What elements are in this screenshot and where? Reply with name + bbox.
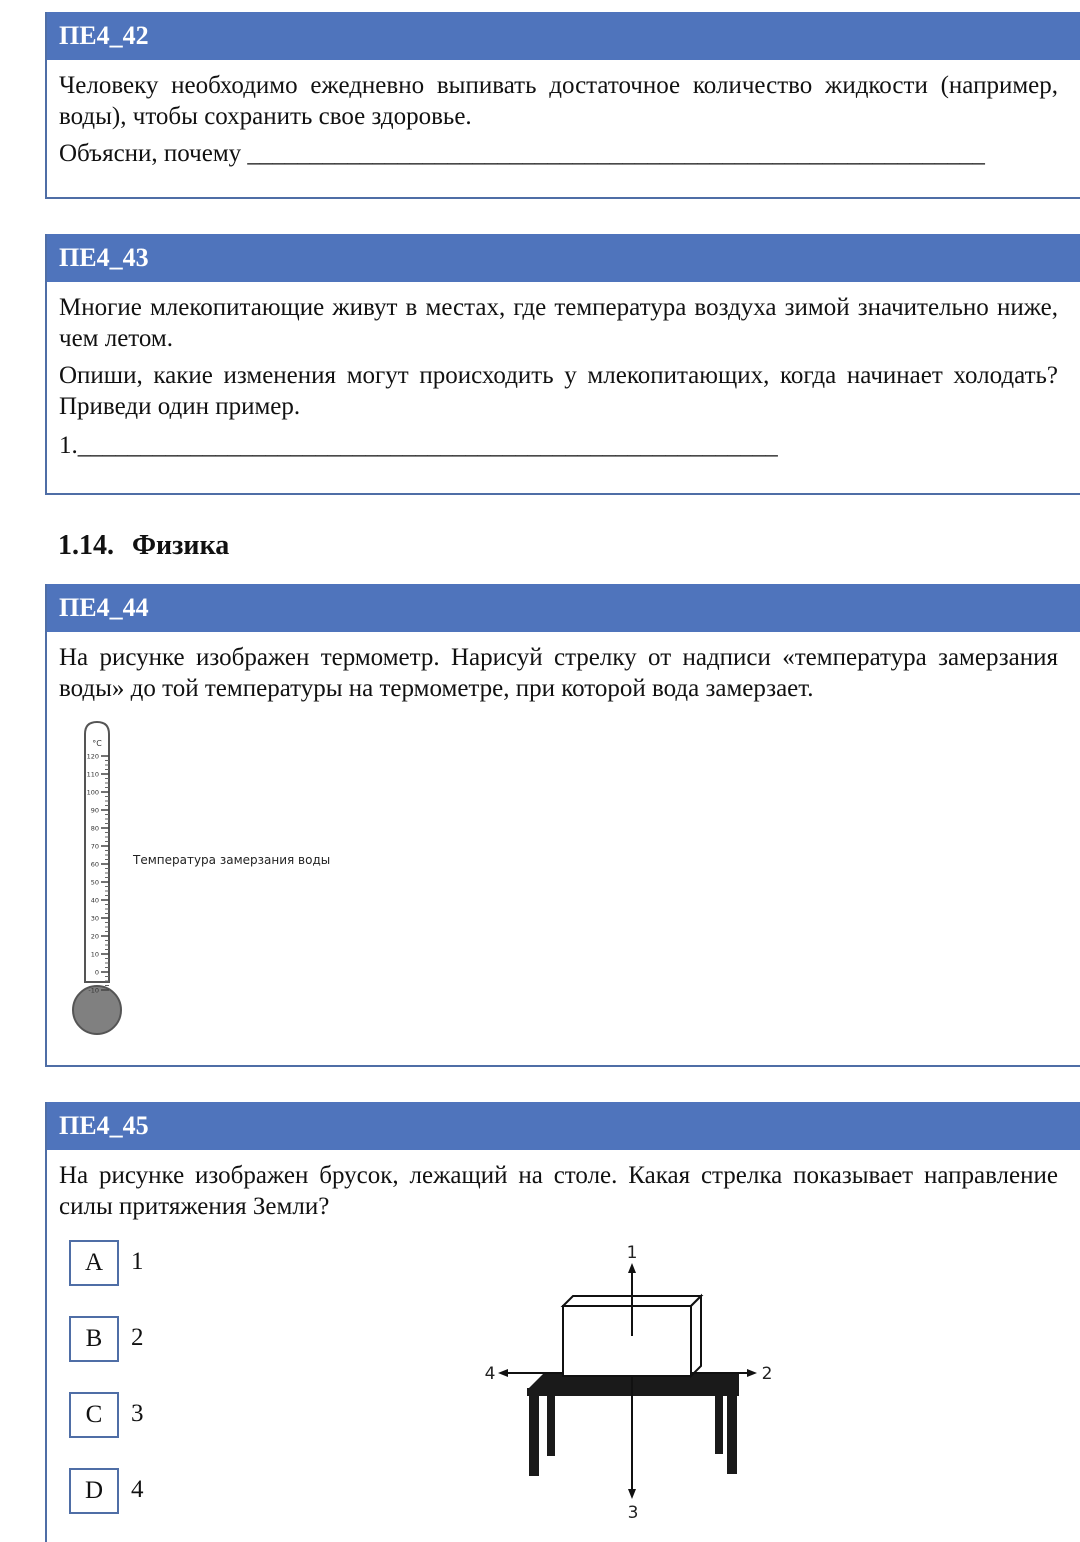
arrow-left-label: 4 — [484, 1364, 496, 1384]
task-card-43 — [45, 234, 1080, 495]
task-body — [47, 1150, 1070, 1222]
option-value: 3 — [131, 1400, 144, 1427]
option-letter: A — [69, 1240, 119, 1286]
option-value: 1 — [131, 1248, 144, 1275]
task-text: На рисунке изображен термометр. Нарисуй стрелку от надписи «температура замерзания воды» до той температуры на термометре, при которой вода замерзает. — [59, 644, 1058, 702]
thermometer-unit: °C — [92, 739, 102, 748]
task-card-44 — [45, 584, 1080, 1067]
scale-tick-label: -10 — [88, 986, 99, 995]
task-body — [47, 60, 1070, 169]
task-id-header: ПЕ4_45 — [47, 1102, 1080, 1150]
section-number: 1.14. — [58, 530, 114, 561]
arrow-right-label: 2 — [761, 1364, 773, 1384]
freezing-label: Температура замерзания воды — [133, 853, 331, 867]
task-id-header: ПЕ4_42 — [47, 12, 1080, 60]
scale-tick-label: 100 — [86, 788, 99, 797]
scale-tick-label: 80 — [90, 824, 99, 833]
scale-tick-label: 50 — [90, 878, 99, 887]
answer-line[interactable]: 1.________________________________________________________ — [59, 432, 778, 459]
scale-tick-label: 0 — [94, 968, 99, 977]
scale-tick-label: 70 — [90, 842, 99, 851]
scale-tick-label: 120 — [86, 752, 99, 761]
section-name: Физика — [132, 530, 230, 561]
task-card-45 — [45, 1102, 1080, 1542]
task-prompt[interactable]: Объясни, почему ___________________________________________________________ — [59, 140, 985, 167]
task-text: Человеку необходимо ежедневно выпивать достаточное количество жидкости (например, воды), чтобы сохранить свое здоровье. — [59, 72, 1058, 130]
option-letter: B — [69, 1316, 119, 1362]
block-on-table-figure — [427, 1242, 807, 1522]
scale-tick-label: 10 — [90, 950, 99, 959]
task-card-42 — [45, 12, 1080, 199]
thermometer-icon — [73, 722, 121, 1034]
scale-tick-label: 30 — [90, 914, 99, 923]
option-d[interactable] — [69, 1468, 189, 1516]
option-letter: C — [69, 1392, 119, 1438]
scale-tick-label: 90 — [90, 806, 99, 815]
option-value: 2 — [131, 1324, 144, 1351]
option-value: 4 — [131, 1476, 144, 1503]
task-body — [47, 282, 1070, 461]
task-id-header: ПЕ4_44 — [47, 584, 1080, 632]
option-c[interactable] — [69, 1392, 189, 1440]
arrow-up-label: 1 — [626, 1243, 638, 1263]
scale-tick-label: 60 — [90, 860, 99, 869]
option-letter: D — [69, 1468, 119, 1514]
scale-tick-label: 110 — [86, 770, 99, 779]
task-body — [47, 632, 1070, 704]
option-a[interactable] — [69, 1240, 189, 1288]
arrow-down-label: 3 — [627, 1503, 639, 1522]
task-text: На рисунке изображен брусок, лежащий на столе. Какая стрелка показывает направление силы притяжения Земли? — [59, 1162, 1058, 1220]
scale-tick-label: 20 — [90, 932, 99, 941]
option-b[interactable] — [69, 1316, 189, 1364]
thermometer-figure — [67, 720, 367, 1060]
task-id-header: ПЕ4_43 — [47, 234, 1080, 282]
scale-tick-label: 40 — [90, 896, 99, 905]
section-title — [58, 530, 229, 562]
task-text: Многие млекопитающие живут в местах, где температура воздуха зимой значительно ниже, чем летом. — [59, 294, 1058, 352]
task-prompt: Опиши, какие изменения могут происходить у млекопитающих, когда начинает холодать? Приведи один пример. — [59, 362, 1058, 420]
